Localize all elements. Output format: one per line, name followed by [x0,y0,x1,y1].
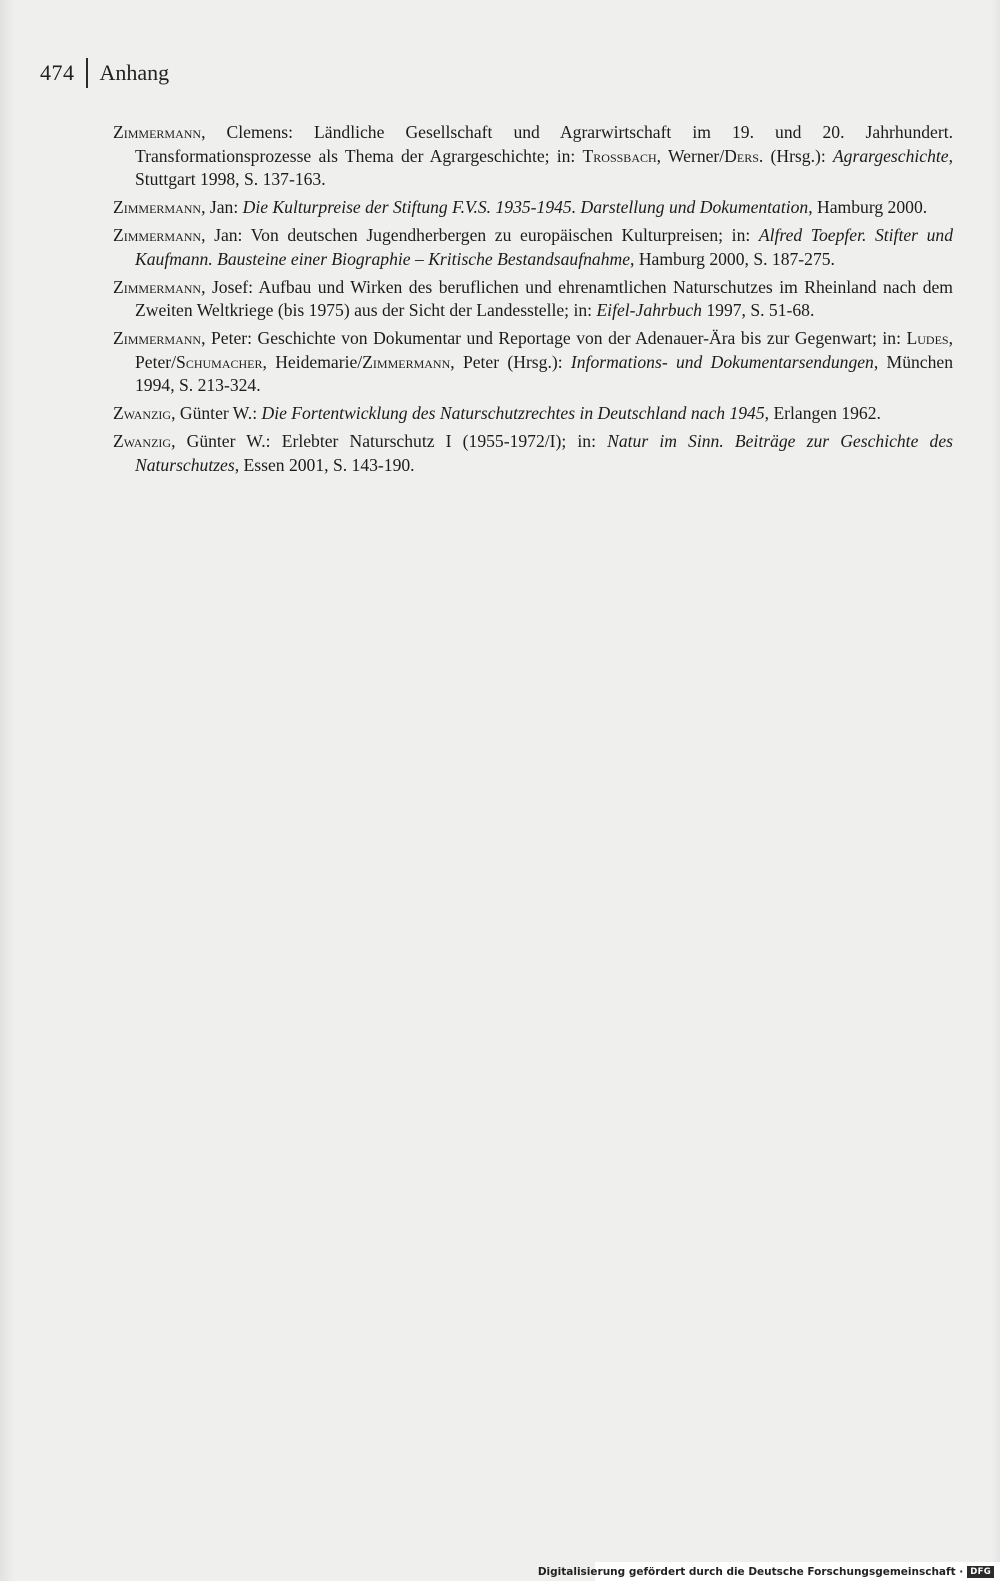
work-title: Agrargeschichte [832,145,949,166]
author-name: Zimmermann [113,197,202,217]
author-name: Zimmermann [113,122,202,142]
work-title: Die Kulturpreise der Stiftung F.V.S. 1935-1945. Darstellung und Dokumentation [242,197,809,217]
citation-text: , Werner/ [656,145,725,166]
work-title: Informations- und Dokumentarsendungen [570,351,874,372]
page-number: 474 [40,60,75,85]
citation-text: , München 1994, S. 213-324. [135,351,954,395]
work-title: Alfred Toepfer. Stifter und Kaufmann. Bausteine einer Biographie – Kritische Bestandsaufnahme [135,225,953,269]
citation-text: , Erlangen 1962. [764,403,881,423]
author-name: Zwanzig [113,403,172,423]
bibliography-entry [113,276,953,323]
author-name: Zimmermann [362,351,451,372]
citation-text: , Stuttgart 1998, S. 137-163. [135,145,953,189]
citation-text: , Clemens: Ländliche Gesellschaft und Agrarwirtschaft im 19. und 20. Jahrhundert. Transformationsprozesse als Thema der Agrargeschichte; in: [135,122,953,166]
author-name: Zimmermann [113,225,202,245]
citation-text: , Peter/ [135,328,953,372]
citation-text: , Hamburg 2000. [808,197,928,217]
running-head [40,56,169,90]
citation-text: , Jan: [201,197,243,217]
digitization-footer [537,1562,1000,1581]
citation-text: 1997, S. 51-68. [701,300,815,320]
work-title: Eifel-Jahrbuch [596,300,702,320]
citation-text: , Günter W.: Erlebter Naturschutz I (1955-1972/I); in: [171,431,608,451]
bibliography-list [113,121,953,482]
citation-text: , Jan: Von deutschen Jugendherbergen zu europäischen Kulturpreisen; in: [201,225,759,245]
bibliography-entry [113,327,953,398]
header-divider [86,58,88,88]
author-name: Zimmermann [113,276,202,297]
citation-text: , Günter W.: [171,403,262,423]
citation-text: , Josef: Aufbau und Wirken des beruflichen und ehrenamtlichen Naturschutzes im Rheinland nach dem Zweiten Weltkriege (bis 1975) aus der Sicht der Landesstelle; in: [135,276,953,320]
work-title: Die Fortentwicklung des Naturschutzrechtes in Deutschland nach 1945 [261,403,765,423]
work-title: Natur im Sinn. Beiträge zur Geschichte des Naturschutzes [135,431,953,475]
citation-text: , Hamburg 2000, S. 187-275. [630,248,835,269]
author-name: Ders [724,145,759,166]
author-name: Zwanzig [113,431,172,451]
bibliography-entry [113,430,953,477]
author-name: Trossbach [582,145,657,166]
citation-text: , Peter: Geschichte von Dokumentar und Reportage von der Adenauer-Ära bis zur Gegenwart; in: [201,328,907,348]
citation-text: , Peter (Hrsg.): [450,351,571,372]
author-name: Schumacher [176,351,263,372]
dfg-logo: DFG [967,1566,994,1578]
bibliography-entry [113,196,953,220]
author-name: Ludes [906,328,949,348]
citation-text: . (Hrsg.): [758,145,833,166]
bibliography-entry [113,402,953,426]
author-name: Zimmermann [113,328,202,348]
bibliography-entry [113,224,953,271]
section-title: Anhang [99,60,170,85]
citation-text: , Essen 2001, S. 143-190. [234,454,415,475]
funding-notice: Digitalisierung gefördert durch die Deutsche Forschungsgemeinschaft · [537,1565,964,1578]
bibliography-entry [113,121,953,192]
citation-text: , Heidemarie/ [262,351,363,372]
